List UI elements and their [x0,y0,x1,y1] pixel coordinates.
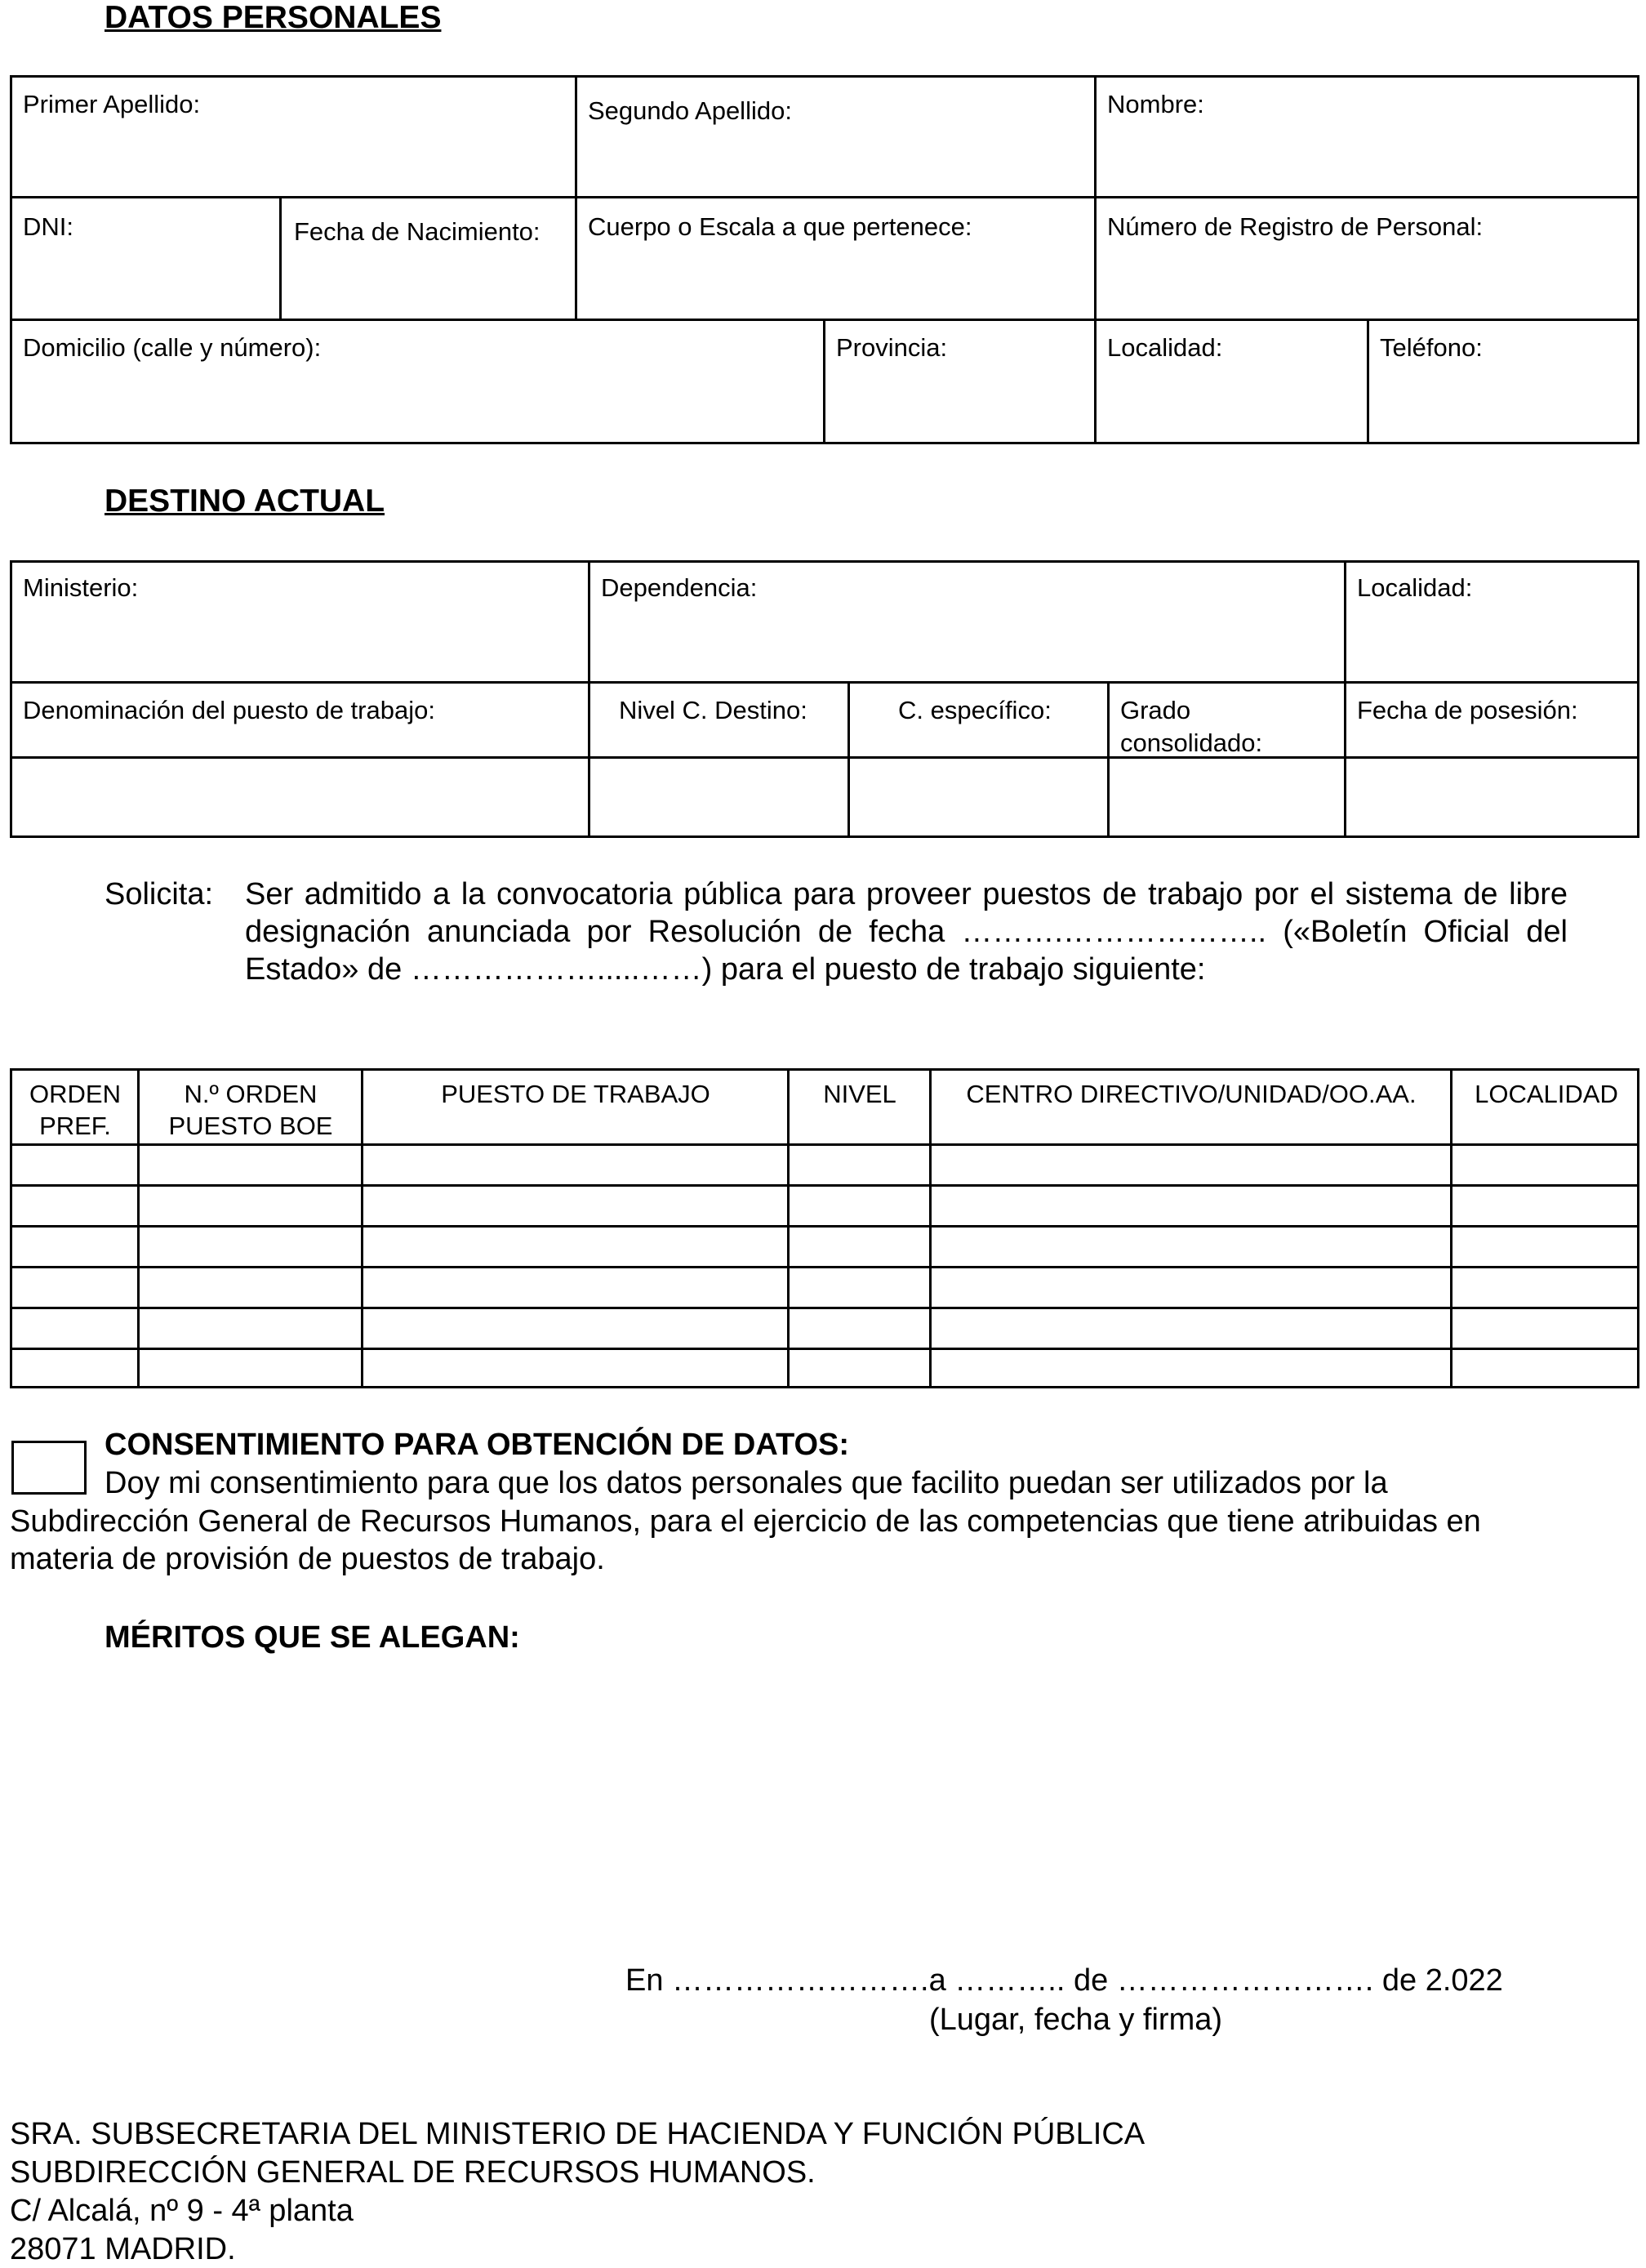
divider [279,196,282,320]
nivel-destino-label: Nivel C. Destino: [619,696,807,724]
meritos-field[interactable] [10,1673,1639,1950]
domicilio-label: Domicilio (calle y número): [23,333,322,362]
fecha-posesion-field[interactable] [1352,763,1633,833]
divider [1450,1068,1452,1388]
divider [10,1225,1639,1228]
consentimiento-text-first: Doy mi consentimiento para que los datos personales que facilito puedan ser utilizados por la [105,1466,1388,1500]
ministerio-label: Ministerio: [23,573,139,602]
especifico-label: C. específico: [898,696,1052,724]
nivel-destino-field[interactable] [596,763,843,833]
consentimiento-text: Subdirección General de Recursos Humanos, para el ejercicio de las competencias que tiene atribuidas en materia de provisión de puestos de trabajo. [10,1504,1481,1576]
divider [10,1307,1639,1309]
divider [361,1068,363,1388]
destino-localidad-field[interactable] [1352,614,1633,676]
registro-personal-field[interactable] [1102,252,1633,312]
destinatario-line: SRA. SUBSECRETARIA DEL MINISTERIO DE HACIENDA Y FUNCIÓN PÚBLICA [10,2117,1146,2151]
firma-line: En …………………….a ……….. de ……………………. de 2.022 [625,1963,1503,1998]
divider [588,681,590,838]
divider [10,681,1639,684]
column-header-localidad: LOCALIDAD [1475,1080,1618,1108]
grado-consolidado-label: Grado consolidado: [1120,696,1263,757]
primer-apellido-field[interactable] [18,131,570,188]
meritos-title: MÉRITOS QUE SE ALEGAN: [105,1620,520,1655]
dni-label: DNI: [23,212,73,241]
divider [1094,75,1097,320]
segundo-apellido-field[interactable] [583,131,1089,188]
localidad-label: Localidad: [1107,333,1223,362]
solicita-label: Solicita: [105,877,214,911]
column-header-centro-directivo: CENTRO DIRECTIVO/UNIDAD/OO.AA. [966,1080,1417,1108]
divider [588,560,590,683]
destino-actual-title: DESTINO ACTUAL [105,483,385,519]
column-header-nivel: NIVEL [823,1080,896,1108]
fecha-nacimiento-field[interactable] [287,252,572,312]
destinatario-line: SUBDIRECCIÓN GENERAL DE RECURSOS HUMANOS. [10,2155,816,2190]
consentimiento-checkbox[interactable] [11,1441,87,1495]
nombre-label: Nombre: [1107,90,1204,118]
divider [10,1348,1639,1350]
denominacion-field[interactable] [18,763,585,833]
column-header-puesto: PUESTO DE TRABAJO [441,1080,710,1108]
destinatario-line: 28071 MADRID. [10,2232,236,2266]
registro-personal-label: Número de Registro de Personal: [1107,212,1484,241]
solicita-text: Ser admitido a la convocatoria pública para proveer puestos de trabajo por el sistema de libre designación anunciada por Resolución de fecha ……….……………….. («Boletín Oficial del Estado» de ……………….....……) para el puesto de trabajo siguiente: [245,877,1568,987]
divider [787,1068,790,1388]
telefono-field[interactable] [1375,374,1633,436]
destino-localidad-label: Localidad: [1357,573,1473,602]
divider [823,319,825,444]
divider [575,75,577,320]
firma-caption: (Lugar, fecha y firma) [929,2003,1223,2037]
divider [10,756,1639,759]
cuerpo-escala-field[interactable] [583,252,1089,312]
datos-personales-title: DATOS PERSONALES [105,0,442,35]
telefono-label: Teléfono: [1380,333,1483,362]
divider [137,1068,140,1388]
localidad-field[interactable] [1102,374,1360,436]
dependencia-label: Dependencia: [601,573,758,602]
divider [10,196,1639,198]
primer-apellido-label: Primer Apellido: [23,90,201,118]
divider [847,681,850,838]
fecha-posesion-label: Fecha de posesión: [1357,696,1578,724]
dependencia-field[interactable] [596,614,1339,676]
divider [1094,319,1097,444]
divider [1344,560,1346,838]
destinatario-line: C/ Alcalá, nº 9 - 4ª planta [10,2194,354,2228]
dni-field[interactable] [18,252,276,312]
denominacion-label: Denominación del puesto de trabajo: [23,696,435,724]
consentimiento-title: CONSENTIMIENTO PARA OBTENCIÓN DE DATOS: [105,1428,850,1462]
divider [929,1068,932,1388]
segundo-apellido-label: Segundo Apellido: [588,96,792,125]
divider [1367,319,1369,444]
divider [10,1184,1639,1187]
column-header-orden: ORDEN PREF. [29,1080,121,1140]
ministerio-field[interactable] [18,614,585,676]
especifico-field[interactable] [856,763,1102,833]
domicilio-field[interactable] [18,374,818,436]
cuerpo-escala-label: Cuerpo o Escala a que pertenece: [588,212,972,241]
provincia-field[interactable] [831,374,1089,436]
fecha-nacimiento-label: Fecha de Nacimiento: [294,217,541,246]
provincia-label: Provincia: [836,333,948,362]
divider [10,1143,1639,1146]
divider [1107,681,1110,838]
nombre-field[interactable] [1102,131,1633,188]
column-header-numero-boe: N.º ORDEN PUESTO BOE [168,1080,333,1140]
divider [10,1266,1639,1268]
grado-consolidado-field[interactable] [1115,763,1339,833]
